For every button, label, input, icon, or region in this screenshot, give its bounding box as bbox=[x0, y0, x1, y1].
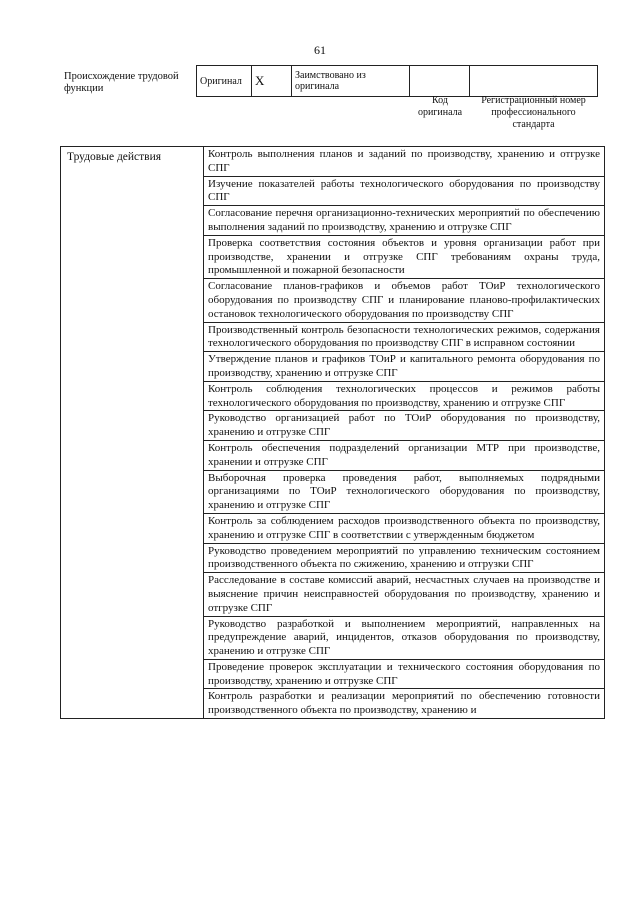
reg-number-caption: Регистрационный номер профессионального стандарта bbox=[481, 95, 586, 130]
list-item: Производственный контроль безопасности технологических режимов, содержания технологического оборудования по производству СПГ в исправном состоянии bbox=[204, 323, 604, 353]
labor-actions-list bbox=[204, 147, 605, 719]
list-item: Согласование перечня организационно-технических мероприятий по обеспечению выполнения заданий по производству, хранению и отгрузке СПГ bbox=[204, 206, 604, 236]
original-mark: X bbox=[252, 66, 292, 97]
list-item: Контроль за соблюдением расходов производственного объекта по производству, хранению и отгрузке СПГ в соответствии с утвержденным бюджетом bbox=[204, 514, 604, 544]
list-item: Утверждение планов и графиков ТОиР и капитального ремонта оборудования по производству, хранению и отгрузке СПГ bbox=[204, 352, 604, 382]
list-item: Проведение проверок эксплуатации и технического состояния оборудования по производству, хранению и отгрузке СПГ bbox=[204, 660, 604, 690]
list-item: Согласование планов-графиков и объемов работ ТОиР технологического оборудования по производству СПГ и планирование планово-профилактических остановок технологического оборудования по производству СПГ bbox=[204, 279, 604, 322]
labor-actions-table bbox=[60, 146, 605, 719]
list-item: Выборочная проверка проведения работ, выполняемых подрядными организациями по ТОиР технологического оборудования по производству, хранению и отгрузке СПГ bbox=[204, 471, 604, 514]
list-item: Руководство организацией работ по ТОиР оборудования по производству, хранению и отгрузке СПГ bbox=[204, 411, 604, 441]
original-cell: Оригинал bbox=[197, 66, 252, 97]
reg-number-cell bbox=[470, 66, 598, 97]
list-item: Контроль выполнения планов и заданий по производству, хранению и отгрузке СПГ bbox=[204, 147, 604, 177]
page-number: 61 bbox=[314, 43, 326, 57]
list-item: Руководство проведением мероприятий по управлению техническим состоянием производственного объекта по сжижению, хранению и отгрузки СПГ bbox=[204, 544, 604, 574]
list-item: Изучение показателей работы технологического оборудования по производству СПГ bbox=[204, 177, 604, 207]
list-item: Контроль соблюдения технологических процессов и режимов работы технологического оборудования по производству, хранению и отгрузке СПГ bbox=[204, 382, 604, 412]
labor-actions-label: Трудовые действия bbox=[61, 147, 204, 719]
origin-table bbox=[196, 65, 598, 97]
list-item: Расследование в составе комиссий аварий, несчастных случаев на производстве и выяснение причин неисправностей оборудования по производству, хранению и отгрузке СПГ bbox=[204, 573, 604, 616]
list-item: Проверка соответствия состояния объектов и уровня организации работ при производстве, хранении и отгрузке СПГ требованиям охраны труда, промышленной и пожарной безопасности bbox=[204, 236, 604, 279]
list-item: Контроль обеспечения подразделений организации МТР при производстве, хранении и отгрузке СПГ bbox=[204, 441, 604, 471]
origin-label: Происхождение трудовой функции bbox=[64, 71, 179, 94]
code-cell bbox=[410, 66, 470, 97]
list-item: Контроль разработки и реализации мероприятий по обеспечению готовности производственного объекта по производству, хранению и bbox=[208, 690, 600, 717]
code-caption: Код оригинала bbox=[417, 95, 463, 118]
list-item: Руководство разработкой и выполнением мероприятий, направленных на предупреждение аварий, инцидентов, отказов оборудования по производству, хранению и отгрузке СПГ bbox=[204, 617, 604, 660]
borrowed-cell: Заимствовано из оригинала bbox=[292, 66, 410, 97]
